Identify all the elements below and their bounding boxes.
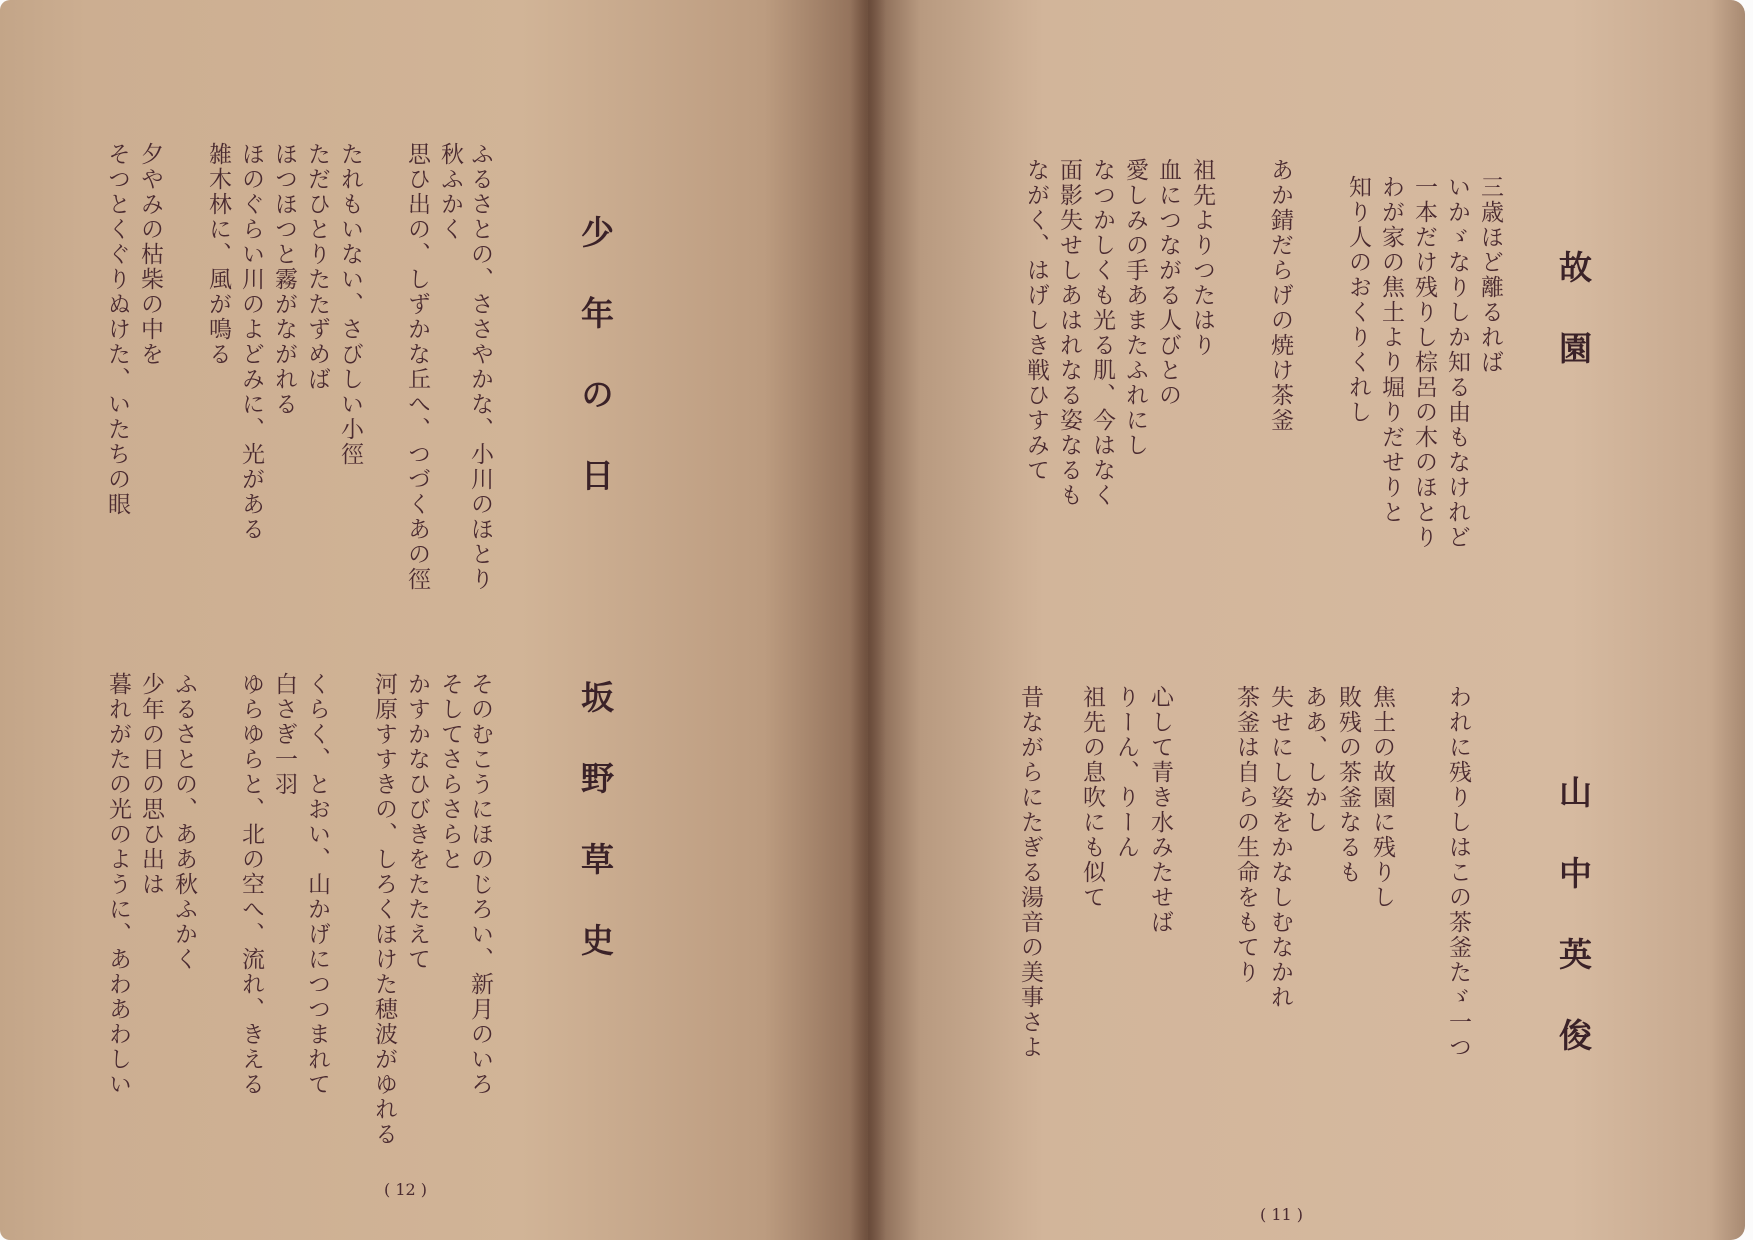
left-page <box>0 0 868 1240</box>
poem-line: 茶釜は自らの生命をもてり <box>1233 685 1259 985</box>
poem-line: そしてさらさらと <box>437 672 463 872</box>
poem-line: 心して青き水みたせば <box>1147 685 1173 935</box>
poem-line: ああ、しかし <box>1301 685 1327 835</box>
poem-line: 暮れがたの光のように、あわあわしい <box>105 672 131 1097</box>
poem-line: 思ひ出の、しずかな丘へ、つづくあの徑 <box>404 142 430 592</box>
poem-title-right: 故園 <box>1554 250 1593 412</box>
poem-line: 一本だけ残りし棕呂の木のほとり <box>1411 175 1437 550</box>
author-left: 坂野草史 <box>576 680 615 1004</box>
poem-title-left: 少年の日 <box>576 215 615 539</box>
poem-line: 河原すすきの、しろくほけた穂波がゆれる <box>371 672 397 1147</box>
poem-line: ふるさとの、ささやかな、小川のほとり <box>467 142 493 592</box>
poem-line: 失せにし姿をかなしむなかれ <box>1267 685 1293 1010</box>
poem-line: かすかなひびきをたたえて <box>404 672 430 972</box>
poem-line: 秋ふかく <box>437 142 463 242</box>
poem-line: われに残りしはこの茶釜たゞ一つ <box>1445 685 1471 1060</box>
poem-line: ほつほつと霧がながれる <box>271 142 297 417</box>
poem-line: ながく、はげしき戦ひすみて <box>1023 158 1049 483</box>
poem-line: そのむこうにほのじろい、新月のいろ <box>467 672 493 1097</box>
poem-line: 知り人のおくりくれし <box>1345 175 1371 425</box>
poem-line: 昔ながらにたぎる湯音の美事さよ <box>1017 685 1043 1060</box>
poem-line: なつかしくも光る肌、今はなく <box>1089 158 1115 508</box>
poem-line: 雑木林に、風が鳴る <box>205 142 231 367</box>
poem-line: 夕やみの枯柴の中を <box>137 142 163 367</box>
poem-line: ゆらゆらと、北の空へ、流れ、きえる <box>238 672 264 1097</box>
book-gutter <box>850 0 886 1240</box>
poem-line: 三歳ほど離るれば <box>1477 175 1503 375</box>
right-page <box>868 0 1745 1240</box>
poem-line: たれもいない、さびしい小徑 <box>337 142 363 467</box>
poem-line: 面影失せしあはれなる姿なるも <box>1056 158 1082 508</box>
poem-line: あか錆だらげの焼け茶釜 <box>1267 158 1293 433</box>
poem-line: 敗残の茶釜なるも <box>1335 685 1361 885</box>
poem-line: いかゞなりしか知る由もなけれど <box>1444 175 1470 550</box>
poem-line: ただひとりたたずめば <box>304 142 330 392</box>
poem-line: 少年の日の思ひ出は <box>138 672 164 897</box>
poem-line: 祖先よりつたはり <box>1189 158 1215 358</box>
poem-line: ふるさとの、ああ秋ふかく <box>171 672 197 972</box>
poem-line: わが家の焦土より堀りだせりと <box>1378 175 1404 525</box>
poem-line: 焦土の故園に残りし <box>1369 685 1395 910</box>
poem-line: 血につながる人びとの <box>1155 158 1181 408</box>
poem-line: そつとくぐりぬけた、いたちの眼 <box>104 142 130 517</box>
poem-line: 祖先の息吹にも似て <box>1079 685 1105 910</box>
page-number-right: ( 11 ) <box>1260 1205 1304 1224</box>
poem-line: 愛しみの手あまたふれにし <box>1122 158 1148 458</box>
poem-line: くらく、とおい、山かげにつつまれて <box>304 672 330 1097</box>
author-right: 山中英俊 <box>1554 775 1593 1099</box>
poem-line: りーん、りーん <box>1113 685 1139 860</box>
poem-line: 白さぎ一羽 <box>271 672 297 797</box>
page-number-left: ( 12 ) <box>384 1180 428 1199</box>
poem-line: ほのぐらい川のよどみに、光がある <box>238 142 264 542</box>
